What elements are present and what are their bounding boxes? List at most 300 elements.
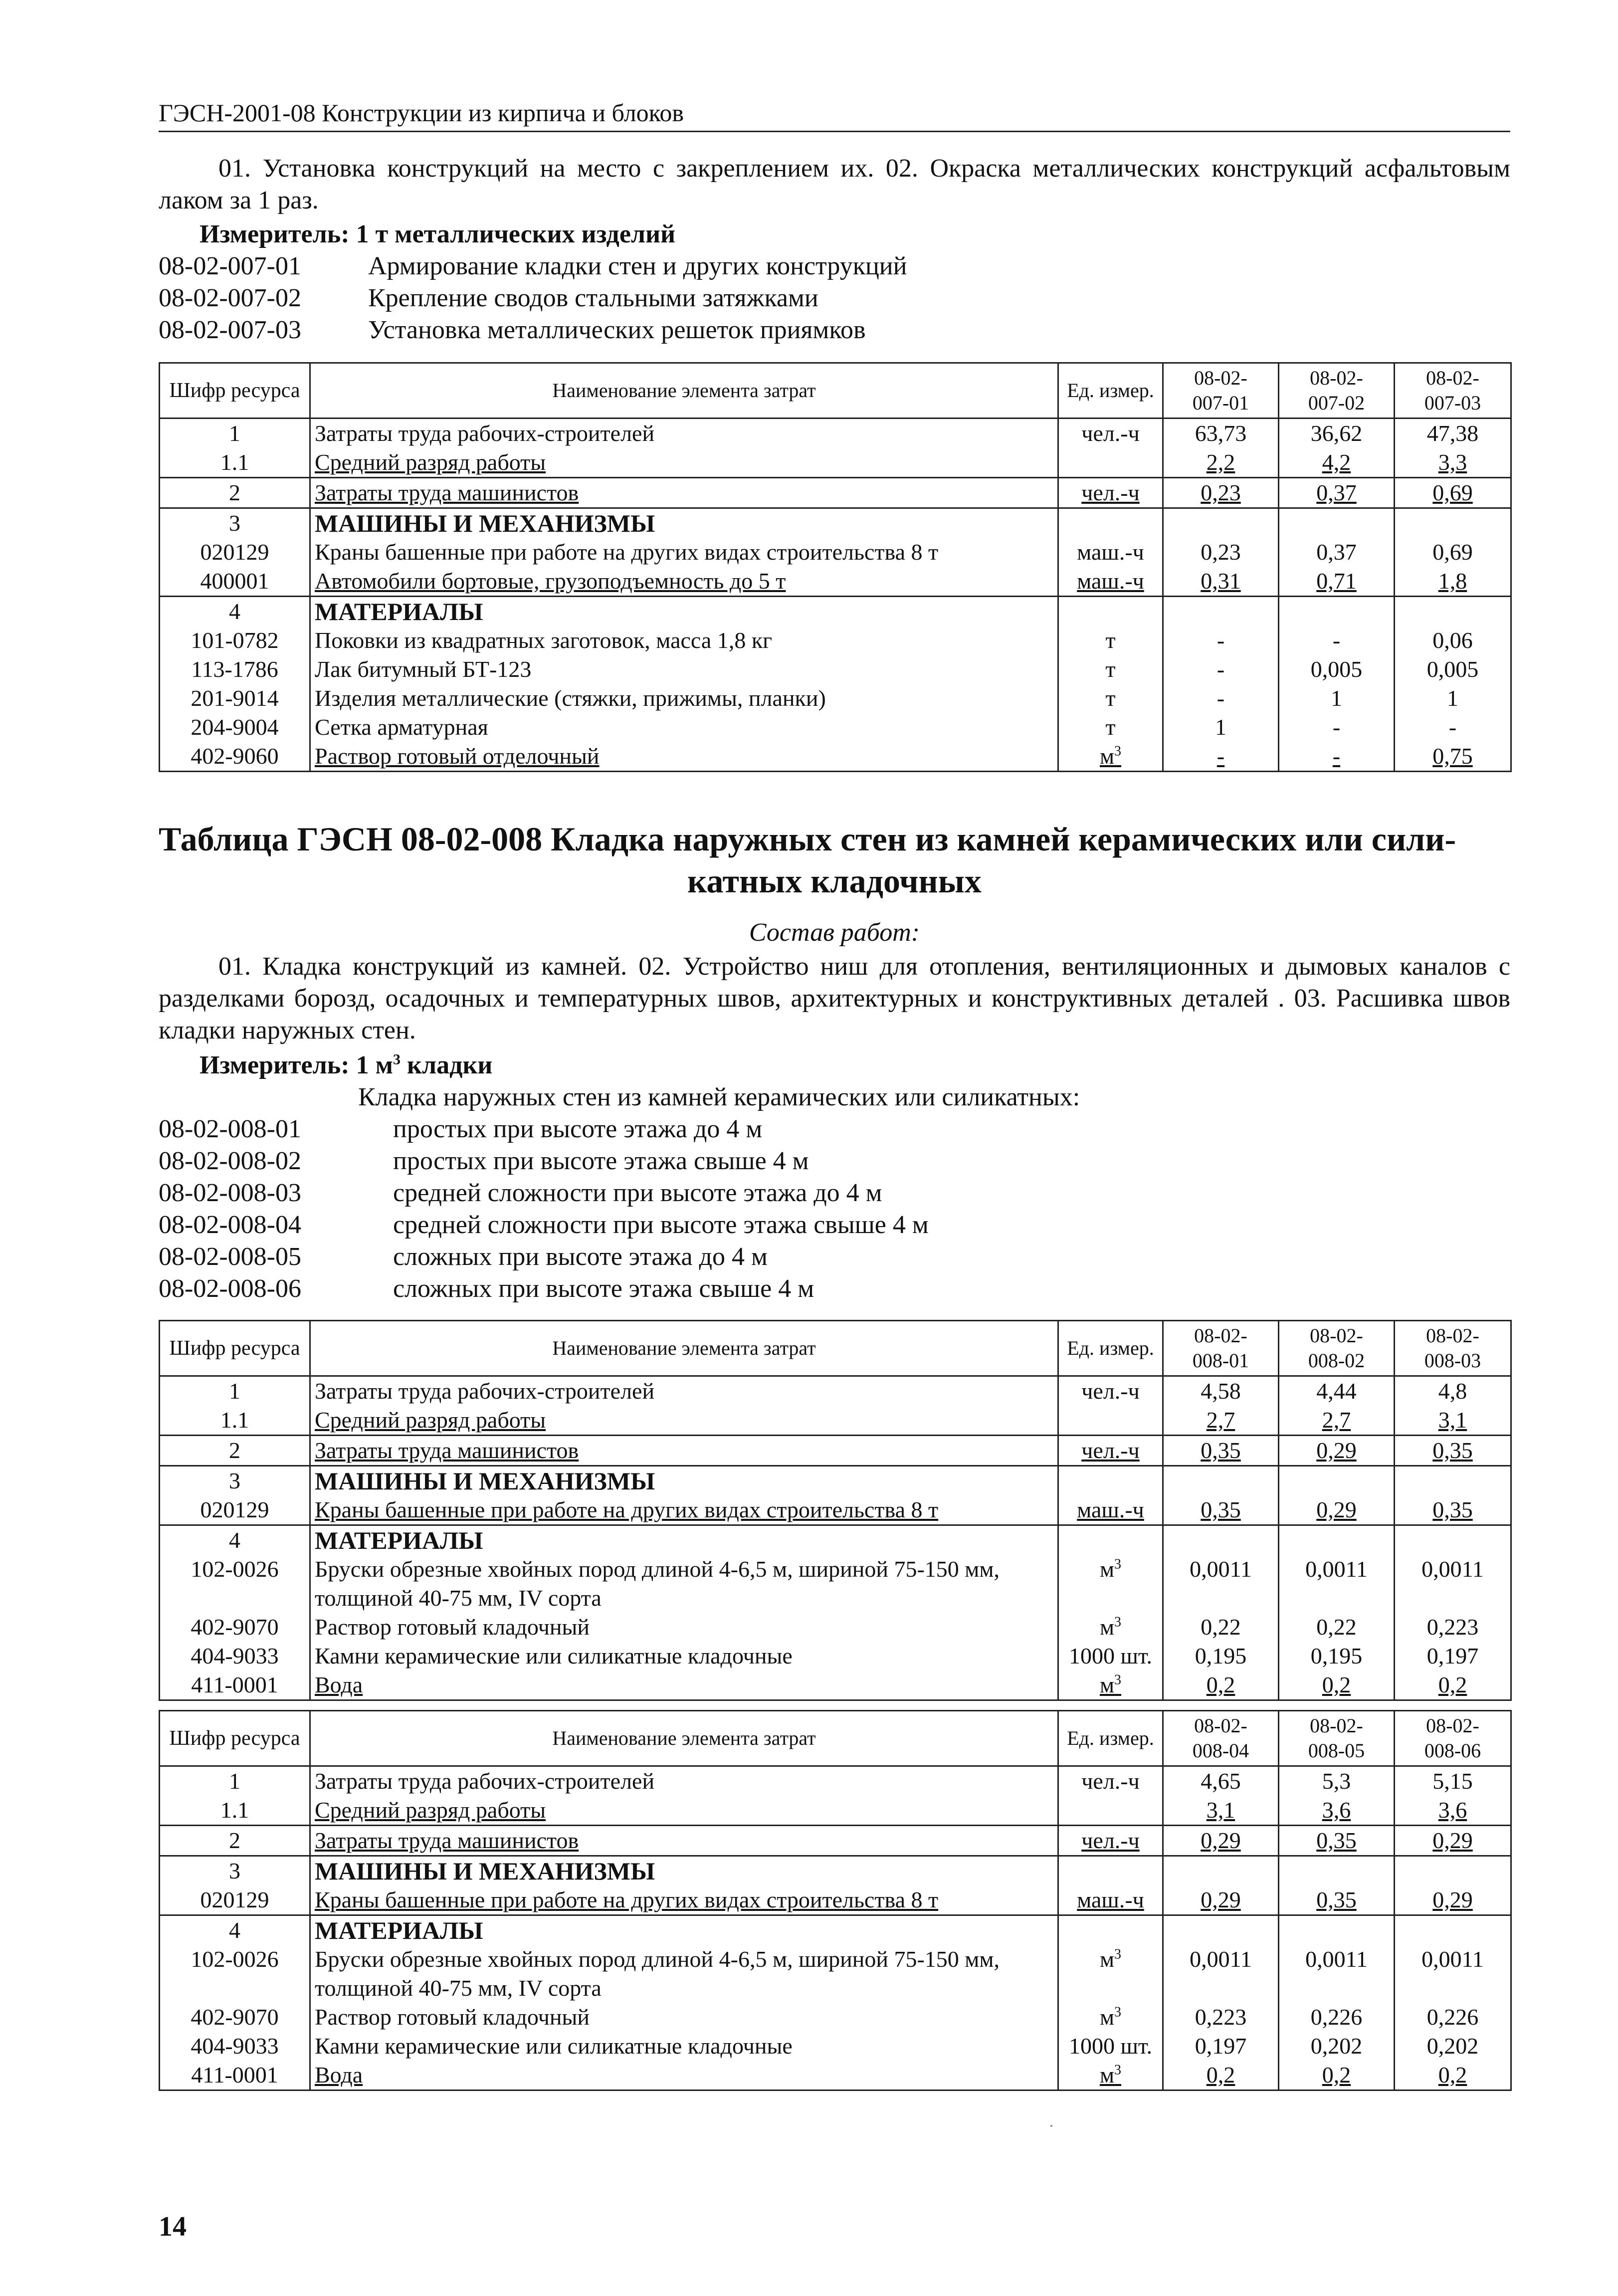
row-value: 0,197 [1163, 2032, 1279, 2061]
row-name: Средний разряд работы [310, 1406, 1058, 1436]
row-unit [1058, 1796, 1163, 1826]
table-row [160, 626, 1511, 655]
row-code: 1.1 [160, 1796, 310, 1826]
unit-superscript: 3 [1114, 2004, 1122, 2020]
table-row [160, 1555, 1511, 1613]
table-row [160, 508, 1511, 538]
col-head-norm: 08-02- 008-01 [1163, 1321, 1279, 1376]
row-value [1279, 1856, 1395, 1886]
table-row [160, 448, 1511, 478]
row-value: - [1279, 713, 1395, 742]
row-name: Краны башенные при работе на других видах строительства 8 т [310, 1885, 1058, 1915]
row-value: - [1163, 684, 1279, 713]
code-name: простых при высоте этажа до 4 м [393, 1115, 763, 1143]
row-value [1395, 1466, 1511, 1496]
t008-intro: Кладка наружных стен из камней керамических или силикатных: [358, 1083, 1080, 1111]
row-code: 2 [160, 1826, 310, 1856]
row-name: Бруски обрезные хвойных пород длиной 4-6,5 м, шириной 75-150 мм, толщиной 40-75 мм, IV сорта [310, 1555, 1058, 1613]
row-value: 0,2 [1395, 2061, 1511, 2090]
row-unit [1058, 597, 1163, 626]
row-unit: 1000 шт. [1058, 1642, 1163, 1670]
row-value: 0,35 [1163, 1495, 1279, 1525]
row-code: 402-9060 [160, 742, 310, 772]
row-value [1163, 1525, 1279, 1555]
row-code: 402-9070 [160, 2003, 310, 2032]
row-value: 3,6 [1279, 1796, 1395, 1826]
row-value: 0,2 [1279, 1670, 1395, 1700]
row-value: 0,69 [1395, 478, 1511, 508]
row-unit: маш.-ч [1058, 1885, 1163, 1915]
row-value: 0,29 [1279, 1495, 1395, 1525]
row-value: - [1163, 626, 1279, 655]
row-value [1395, 1856, 1511, 1886]
row-name: Бруски обрезные хвойных пород длиной 4-6,5 м, шириной 75-150 мм, толщиной 40-75 мм, IV сорта [310, 1945, 1058, 2003]
table-row [160, 418, 1511, 448]
row-value: 0,69 [1395, 538, 1511, 567]
col-head-name: Наименование элемента затрат [310, 363, 1058, 418]
row-value: 4,65 [1163, 1766, 1279, 1796]
row-value: 2,2 [1163, 448, 1279, 478]
table-row [160, 1826, 1511, 1856]
row-value: 0,005 [1279, 655, 1395, 684]
t008-work-text [159, 951, 1510, 1046]
row-name: Затраты труда машинистов [310, 478, 1058, 508]
row-code: 3 [160, 1856, 310, 1886]
row-value: 0,223 [1163, 2003, 1279, 2032]
table-row [160, 1670, 1511, 1700]
code-row [159, 1145, 929, 1177]
row-value: 0,195 [1163, 1642, 1279, 1670]
row-value [1395, 1915, 1511, 1945]
row-unit: чел.-ч [1058, 418, 1163, 448]
unit-superscript: 3 [1114, 743, 1122, 759]
row-unit: $м^3$ [1058, 2061, 1163, 2090]
row-value [1163, 1856, 1279, 1886]
row-value [1163, 1915, 1279, 1945]
code-number: 08-02-007-03 [159, 316, 301, 344]
row-name: МАШИНЫ И МЕХАНИЗМЫ [310, 1856, 1058, 1886]
row-value [1279, 1915, 1395, 1945]
row-value: 4,2 [1279, 448, 1395, 478]
table-header [160, 1321, 1511, 1376]
col-head-code: Шифр ресурса [160, 363, 310, 418]
row-value: 0,0011 [1163, 1555, 1279, 1613]
row-unit: $м^3$ [1058, 2003, 1163, 2032]
col-head-unit: Ед. измер. [1058, 1711, 1163, 1766]
t007-resource-table [159, 362, 1512, 772]
row-value: 0,23 [1163, 478, 1279, 508]
row-code: 1.1 [160, 1406, 310, 1436]
row-value: 0,06 [1395, 626, 1511, 655]
code-name: Армирование кладки стен и других конструкций [368, 252, 907, 280]
row-unit: $м^3$ [1058, 1555, 1163, 1613]
row-unit: $м^3$ [1058, 742, 1163, 772]
row-value: 0,2 [1163, 2061, 1279, 2090]
row-value: 0,202 [1279, 2032, 1395, 2061]
row-value: 2,7 [1163, 1406, 1279, 1436]
row-code: 113-1786 [160, 655, 310, 684]
row-code: 204-9004 [160, 713, 310, 742]
t007-measure: Измеритель: 1 т металлических изделий [200, 220, 676, 248]
row-value: 0,35 [1279, 1826, 1395, 1856]
row-value: 1 [1279, 684, 1395, 713]
row-code: 404-9033 [160, 2032, 310, 2061]
row-name: Затраты труда рабочих-строителей [310, 418, 1058, 448]
row-value: 0,0011 [1163, 1945, 1279, 2003]
col-head-unit: Ед. измер. [1058, 1321, 1163, 1376]
row-code: 020129 [160, 1495, 310, 1525]
row-name: Краны башенные при работе на других видах строительства 8 т [310, 538, 1058, 567]
row-code: 3 [160, 508, 310, 538]
row-unit: т [1058, 655, 1163, 684]
row-unit: $м^3$ [1058, 1670, 1163, 1700]
col-head-norm: 08-02- 008-05 [1279, 1711, 1395, 1766]
row-value: - [1163, 655, 1279, 684]
code-row [159, 1177, 929, 1209]
col-head-norm: 08-02- 008-03 [1395, 1321, 1511, 1376]
row-unit: $м^3$ [1058, 1945, 1163, 2003]
row-value: 3,6 [1395, 1796, 1511, 1826]
row-value: 0,31 [1163, 567, 1279, 597]
row-value: 1 [1163, 713, 1279, 742]
row-value: 0,75 [1395, 742, 1511, 772]
code-number: 08-02-008-06 [159, 1274, 301, 1303]
row-name: Затраты труда рабочих-строителей [310, 1376, 1058, 1406]
row-code: 020129 [160, 538, 310, 567]
table-row [160, 684, 1511, 713]
row-value: 0,71 [1279, 567, 1395, 597]
row-code: 102-0026 [160, 1555, 310, 1613]
row-unit [1058, 1466, 1163, 1496]
row-code: 4 [160, 597, 310, 626]
table-row [160, 1466, 1511, 1496]
row-value: 0,37 [1279, 478, 1395, 508]
row-value [1395, 597, 1511, 626]
row-value: 0,223 [1395, 1613, 1511, 1642]
row-name: Затраты труда рабочих-строителей [310, 1766, 1058, 1796]
t008-title [159, 818, 1510, 902]
row-value: 0,35 [1163, 1436, 1279, 1466]
row-name: МАТЕРИАЛЫ [310, 597, 1058, 626]
row-value: 0,35 [1395, 1495, 1511, 1525]
code-number: 08-02-007-02 [159, 284, 301, 312]
unit-superscript: 3 [1114, 1672, 1122, 1688]
row-value: 4,58 [1163, 1376, 1279, 1406]
t008-code-list [159, 1113, 929, 1305]
code-row [159, 1113, 929, 1145]
row-unit [1058, 1525, 1163, 1555]
row-value: 0,35 [1395, 1436, 1511, 1466]
row-code: 3 [160, 1466, 310, 1496]
row-value: 0,0011 [1279, 1945, 1395, 2003]
row-value: 0,202 [1395, 2032, 1511, 2061]
row-code: 1 [160, 1766, 310, 1796]
table-row [160, 1525, 1511, 1555]
row-value [1279, 597, 1395, 626]
t008-measure [200, 1049, 492, 1081]
t008-measure-prefix: Измеритель: 1 м [200, 1051, 394, 1079]
row-name: Вода [310, 1670, 1058, 1700]
row-value: 0,0011 [1279, 1555, 1395, 1613]
code-row [159, 282, 907, 314]
t008-title-line2: катных кладочных [687, 862, 982, 900]
row-code: 402-9070 [160, 1613, 310, 1642]
col-head-norm: 08-02- 008-06 [1395, 1711, 1511, 1766]
row-value: 0,37 [1279, 538, 1395, 567]
row-name: Автомобили бортовые, грузоподъемность до 5 т [310, 567, 1058, 597]
t008-resource-table-a [159, 1320, 1512, 1701]
row-unit [1058, 1915, 1163, 1945]
row-value: 5,15 [1395, 1766, 1511, 1796]
row-value [1395, 1525, 1511, 1555]
code-row [159, 1273, 929, 1305]
row-unit: т [1058, 684, 1163, 713]
row-code: 1 [160, 418, 310, 448]
t008-measure-sup: 3 [393, 1051, 401, 1068]
row-value: - [1279, 626, 1395, 655]
t008-resource-table-b [159, 1710, 1512, 2091]
code-name: простых при высоте этажа свыше 4 м [393, 1147, 809, 1175]
row-value: 1 [1395, 684, 1511, 713]
row-name: МАШИНЫ И МЕХАНИЗМЫ [310, 508, 1058, 538]
col-head-name: Наименование элемента затрат [310, 1711, 1058, 1766]
table-row [160, 713, 1511, 742]
row-value: 47,38 [1395, 418, 1511, 448]
table-row [160, 1915, 1511, 1945]
t007-work-text [159, 153, 1510, 216]
row-value: 3,1 [1395, 1406, 1511, 1436]
table-row [160, 1495, 1511, 1525]
row-code: 2 [160, 478, 310, 508]
t007-code-list [159, 250, 907, 346]
row-value [1279, 508, 1395, 538]
row-name: МАТЕРИАЛЫ [310, 1525, 1058, 1555]
row-code: 201-9014 [160, 684, 310, 713]
row-unit [1058, 508, 1163, 538]
row-value: 0,2 [1395, 1670, 1511, 1700]
row-value: 3,1 [1163, 1796, 1279, 1826]
row-unit: чел.-ч [1058, 1436, 1163, 1466]
row-name: Вода [310, 2061, 1058, 2090]
row-code: 404-9033 [160, 1642, 310, 1670]
row-value: 0,226 [1279, 2003, 1395, 2032]
row-name: Камни керамические или силикатные кладочные [310, 1642, 1058, 1670]
row-name: Поковки из квадратных заготовок, масса 1,8 кг [310, 626, 1058, 655]
row-name: Изделия металлические (стяжки, прижимы, планки) [310, 684, 1058, 713]
row-value: 0,29 [1279, 1436, 1395, 1466]
code-number: 08-02-007-01 [159, 252, 301, 280]
table-row [160, 1796, 1511, 1826]
t008-measure-suffix: кладки [401, 1051, 493, 1079]
row-code: 1.1 [160, 448, 310, 478]
row-unit [1058, 1856, 1163, 1886]
table-row [160, 1856, 1511, 1886]
row-code: 4 [160, 1525, 310, 1555]
row-value: 0,29 [1395, 1885, 1511, 1915]
row-value [1163, 1466, 1279, 1496]
row-name: Затраты труда машинистов [310, 1436, 1058, 1466]
row-value: 5,3 [1279, 1766, 1395, 1796]
row-unit: т [1058, 626, 1163, 655]
table-row [160, 1766, 1511, 1796]
row-value: 0,005 [1395, 655, 1511, 684]
row-name: Лак битумный БТ-123 [310, 655, 1058, 684]
table-row [160, 538, 1511, 567]
row-value: 0,2 [1163, 1670, 1279, 1700]
col-head-code: Шифр ресурса [160, 1321, 310, 1376]
code-number: 08-02-008-03 [159, 1179, 301, 1207]
row-value: - [1279, 742, 1395, 772]
code-name: Крепление сводов стальными затяжками [368, 284, 818, 312]
code-number: 08-02-008-01 [159, 1115, 301, 1143]
running-head: ГЭСН-2001-08 Конструкции из кирпича и блоков [159, 98, 1510, 132]
row-value: 0,0011 [1395, 1945, 1511, 2003]
unit-superscript: 3 [1114, 1556, 1122, 1572]
unit-superscript: 3 [1114, 1614, 1122, 1630]
row-value: 0,226 [1395, 2003, 1511, 2032]
col-head-norm: 08-02- 008-02 [1279, 1321, 1395, 1376]
row-unit: чел.-ч [1058, 1376, 1163, 1406]
unit-superscript: 3 [1114, 1946, 1122, 1962]
row-value: 0,0011 [1395, 1555, 1511, 1613]
row-value [1163, 597, 1279, 626]
row-value: 0,29 [1163, 1826, 1279, 1856]
row-value: 3,3 [1395, 448, 1511, 478]
row-value: 0,29 [1163, 1885, 1279, 1915]
row-value: 63,73 [1163, 418, 1279, 448]
table-row [160, 1376, 1511, 1406]
row-value: 0,195 [1279, 1642, 1395, 1670]
table-header [160, 1711, 1511, 1766]
table-row [160, 1885, 1511, 1915]
code-row [159, 250, 907, 282]
row-value [1279, 1525, 1395, 1555]
table-row [160, 1613, 1511, 1642]
row-code: 101-0782 [160, 626, 310, 655]
scan-dot [1050, 2125, 1052, 2127]
table-row [160, 567, 1511, 597]
col-head-norm: 08-02- 007-02 [1279, 363, 1395, 418]
t008-composition-heading: Состав работ: [749, 918, 920, 947]
row-value [1163, 508, 1279, 538]
row-code: 2 [160, 1436, 310, 1466]
code-number: 08-02-008-02 [159, 1147, 301, 1175]
code-number: 08-02-008-04 [159, 1211, 301, 1239]
row-name: Раствор готовый кладочный [310, 2003, 1058, 2032]
table-row [160, 2032, 1511, 2061]
t008-title-line1: Таблица ГЭСН 08-02-008 Кладка наружных стен из камней керамических или сили- [159, 820, 1456, 858]
row-name: Средний разряд работы [310, 448, 1058, 478]
table-row [160, 2003, 1511, 2032]
row-code: 102-0026 [160, 1945, 310, 2003]
row-name: МАШИНЫ И МЕХАНИЗМЫ [310, 1466, 1058, 1496]
row-value [1395, 508, 1511, 538]
row-unit: чел.-ч [1058, 1826, 1163, 1856]
t008-work-text-content: 01. Кладка конструкций из камней. 02. Устройство ниш для отопления, вентиляционных и дымовых каналов с разделками борозд, осадочных и температурных швов, архитектурных и конструктивных деталей . 03. Расшивка швов кладки наружных стен. [159, 952, 1510, 1044]
row-unit: чел.-ч [1058, 478, 1163, 508]
row-code: 411-0001 [160, 2061, 310, 2090]
table-row [160, 597, 1511, 626]
table-row [160, 1945, 1511, 2003]
table-header [160, 363, 1511, 418]
code-name: сложных при высоте этажа до 4 м [393, 1243, 768, 1271]
row-unit [1058, 448, 1163, 478]
row-code: 400001 [160, 567, 310, 597]
col-head-code: Шифр ресурса [160, 1711, 310, 1766]
row-value: 0,197 [1395, 1642, 1511, 1670]
table-row [160, 742, 1511, 772]
row-code: 411-0001 [160, 1670, 310, 1700]
row-value: 0,22 [1163, 1613, 1279, 1642]
row-value: 0,2 [1279, 2061, 1395, 2090]
row-name: Раствор готовый кладочный [310, 1613, 1058, 1642]
row-unit: 1000 шт. [1058, 2032, 1163, 2061]
code-name: сложных при высоте этажа свыше 4 м [393, 1274, 814, 1303]
row-value: 2,7 [1279, 1406, 1395, 1436]
code-name: Установка металлических решеток приямков [368, 316, 866, 344]
table-row [160, 655, 1511, 684]
row-value: 0,35 [1279, 1885, 1395, 1915]
row-value: 4,44 [1279, 1376, 1395, 1406]
row-unit: маш.-ч [1058, 1495, 1163, 1525]
code-name: средней сложности при высоте этажа до 4 м [393, 1179, 882, 1207]
row-unit [1058, 1406, 1163, 1436]
row-code: 020129 [160, 1885, 310, 1915]
row-value [1279, 1466, 1395, 1496]
col-head-unit: Ед. измер. [1058, 363, 1163, 418]
row-value: 0,22 [1279, 1613, 1395, 1642]
table-row [160, 1406, 1511, 1436]
unit-superscript: 3 [1114, 2062, 1122, 2078]
col-head-name: Наименование элемента затрат [310, 1321, 1058, 1376]
row-unit: маш.-ч [1058, 538, 1163, 567]
row-name: Сетка арматурная [310, 713, 1058, 742]
code-row [159, 1209, 929, 1241]
row-name: МАТЕРИАЛЫ [310, 1915, 1058, 1945]
row-value: 4,8 [1395, 1376, 1511, 1406]
row-name: Камни керамические или силикатные кладочные [310, 2032, 1058, 2061]
col-head-norm: 08-02- 007-01 [1163, 363, 1279, 418]
page-number: 14 [159, 2211, 187, 2242]
table-row [160, 1642, 1511, 1670]
row-unit: чел.-ч [1058, 1766, 1163, 1796]
row-name: Раствор готовый отделочный [310, 742, 1058, 772]
table-row [160, 2061, 1511, 2090]
col-head-norm: 08-02- 008-04 [1163, 1711, 1279, 1766]
code-row [159, 1241, 929, 1273]
row-unit: $м^3$ [1058, 1613, 1163, 1642]
col-head-norm: 08-02- 007-03 [1395, 363, 1511, 418]
row-code: 4 [160, 1915, 310, 1945]
row-value: 1,8 [1395, 567, 1511, 597]
row-name: Затраты труда машинистов [310, 1826, 1058, 1856]
row-code: 1 [160, 1376, 310, 1406]
row-name: Средний разряд работы [310, 1796, 1058, 1826]
row-value: 0,23 [1163, 538, 1279, 567]
row-value: 36,62 [1279, 418, 1395, 448]
row-value: - [1395, 713, 1511, 742]
t007-work-text-content: 01. Установка конструкций на место с закреплением их. 02. Окраска металлических конструкций асфальтовым лаком за 1 раз. [159, 154, 1510, 214]
row-name: Краны башенные при работе на других видах строительства 8 т [310, 1495, 1058, 1525]
row-value: 0,29 [1395, 1826, 1511, 1856]
code-number: 08-02-008-05 [159, 1243, 301, 1271]
row-unit: т [1058, 713, 1163, 742]
code-name: средней сложности при высоте этажа свыше 4 м [393, 1211, 929, 1239]
code-row [159, 314, 907, 346]
table-row [160, 478, 1511, 508]
row-value: - [1163, 742, 1279, 772]
row-unit: маш.-ч [1058, 567, 1163, 597]
